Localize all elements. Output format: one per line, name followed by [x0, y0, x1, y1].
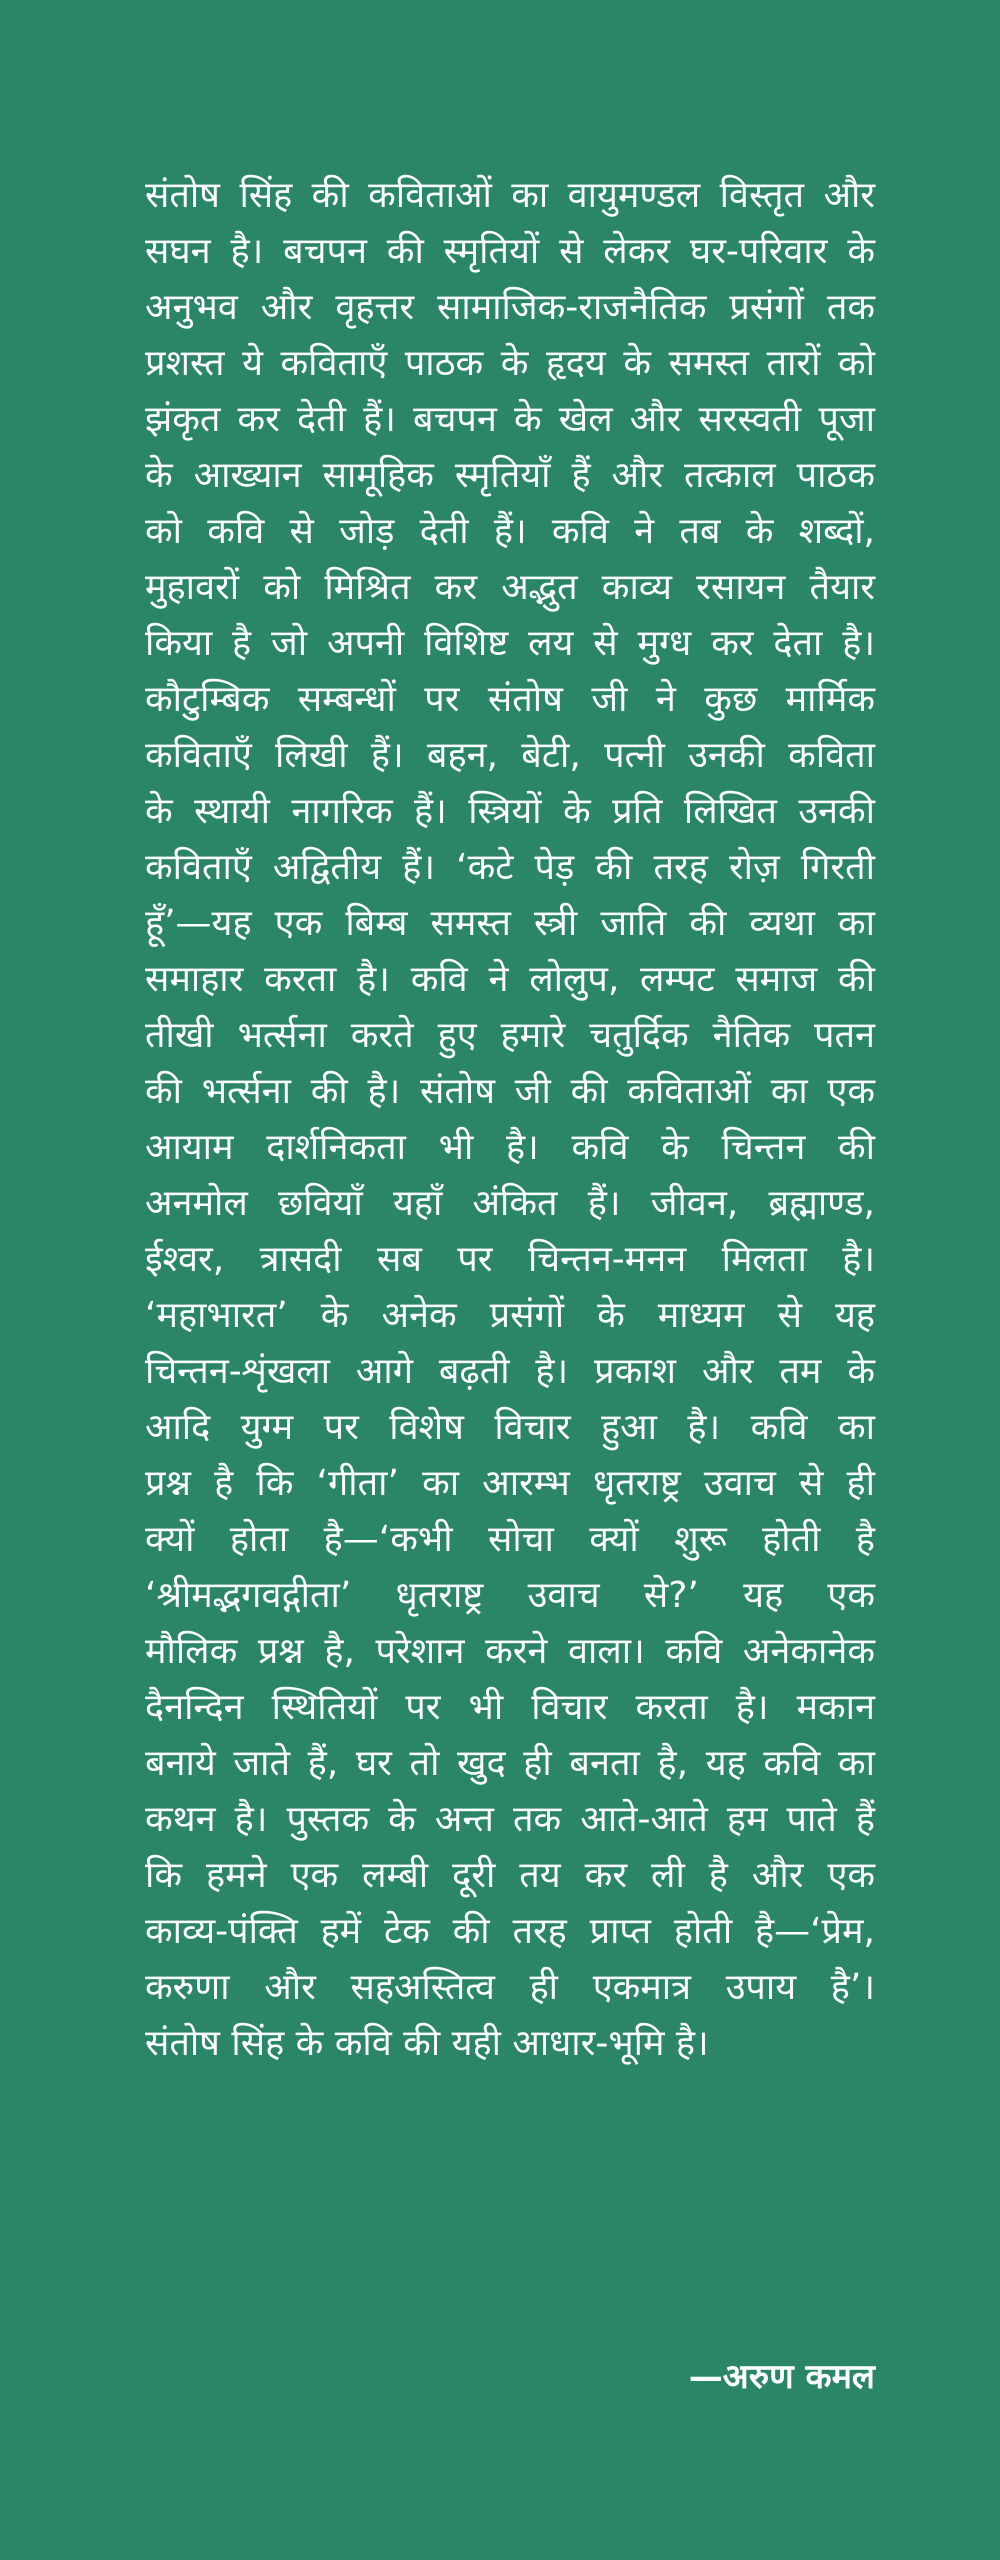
- blurb-line: कविताएँ लिखी हैं। बहन, बेटी, पत्नी उनकी कविता: [145, 735, 875, 776]
- blurb-line: के आख्यान सामूहिक स्मृतियाँ हैं और तत्काल पाठक: [145, 455, 875, 496]
- blurb-line: प्रश्न है कि ‘गीता’ का आरम्भ धृतराष्ट्र उवाच से ही: [145, 1463, 875, 1504]
- blurb-line: कि हमने एक लम्बी दूरी तय कर ली है और एक: [145, 1855, 875, 1896]
- blurb-line: सघन है। बचपन की स्मृतियों से लेकर घर-परिवार के: [145, 231, 875, 272]
- blurb-line: मौलिक प्रश्न है, परेशान करने वाला। कवि अनेकानेक: [145, 1631, 875, 1672]
- blurb-line: कौटुम्बिक सम्बन्धों पर संतोष जी ने कुछ मार्मिक: [145, 679, 875, 720]
- blurb-line: आदि युग्म पर विशेष विचार हुआ है। कवि का: [145, 1407, 875, 1448]
- blurb-line: संतोष सिंह के कवि की यही आधार-भूमि है।: [145, 2023, 709, 2064]
- blurb-line: कथन है। पुस्तक के अन्त तक आते-आते हम पाते हैं: [145, 1799, 875, 1840]
- blurb-line: प्रशस्त ये कविताएँ पाठक के हृदय के समस्त तारों को: [145, 343, 875, 384]
- blurb-line: कविताएँ अद्वितीय हैं। ‘कटे पेड़ की तरह रोज़ गिरती: [145, 847, 875, 888]
- blurb-line: हूँ’—यह एक बिम्ब समस्त स्त्री जाति की व्यथा का: [145, 903, 875, 944]
- blurb-line: आयाम दार्शनिकता भी है। कवि के चिन्तन की: [145, 1127, 875, 1168]
- blurb-line: मुहावरों को मिश्रित कर अद्भुत काव्य रसायन तैयार: [145, 567, 875, 608]
- blurb-line: के स्थायी नागरिक हैं। स्त्रियों के प्रति लिखित उनकी: [145, 791, 875, 832]
- blurb-line: करुणा और सहअस्तित्व ही एकमात्र उपाय है’।: [145, 1967, 875, 2008]
- blurb-line: संतोष सिंह की कविताओं का वायुमण्डल विस्तृत और: [145, 175, 875, 216]
- blurb-line: ईश्वर, त्रासदी सब पर चिन्तन-मनन मिलता है।: [145, 1239, 875, 1280]
- blurb-line: ‘महाभारत’ के अनेक प्रसंगों के माध्यम से यह: [145, 1295, 875, 1336]
- blurb-line: अनुभव और वृहत्तर सामाजिक-राजनैतिक प्रसंगों तक: [145, 287, 875, 328]
- blurb-line: को कवि से जोड़ देती हैं। कवि ने तब के शब्दों,: [145, 511, 875, 552]
- blurb-line: दैनन्दिन स्थितियों पर भी विचार करता है। मकान: [145, 1687, 875, 1728]
- blurb-line: तीखी भर्त्सना करते हुए हमारे चतुर्दिक नैतिक पतन: [145, 1015, 875, 1056]
- blurb-line: समाहार करता है। कवि ने लोलुप, लम्पट समाज की: [145, 959, 875, 1000]
- blurb-line: काव्य-पंक्ति हमें टेक की तरह प्राप्त होती है—‘प्रेम,: [145, 1911, 875, 1952]
- blurb-line: अनमोल छवियाँ यहाँ अंकित हैं। जीवन, ब्रह्माण्ड,: [145, 1183, 875, 1224]
- blurb-text: [145, 168, 875, 2072]
- blurb-line: चिन्तन-शृंखला आगे बढ़ती है। प्रकाश और तम के: [145, 1351, 875, 1392]
- blurb-line: बनाये जाते हैं, घर तो खुद ही बनता है, यह कवि का: [145, 1743, 875, 1784]
- blurb-line: क्यों होता है—‘कभी सोचा क्यों शुरू होती है: [145, 1519, 875, 1560]
- blurb-line: झंकृत कर देती हैं। बचपन के खेल और सरस्वती पूजा: [145, 399, 875, 440]
- blurb-line: किया है जो अपनी विशिष्ट लय से मुग्ध कर देता है।: [145, 623, 875, 664]
- blurb-line: की भर्त्सना की है। संतोष जी की कविताओं का एक: [145, 1071, 875, 1112]
- blurb-line: ‘श्रीमद्भगवद्गीता’ धृतराष्ट्र उवाच से?’ यह एक: [145, 1575, 875, 1616]
- author-signature: —अरुण कमल: [688, 2357, 875, 2397]
